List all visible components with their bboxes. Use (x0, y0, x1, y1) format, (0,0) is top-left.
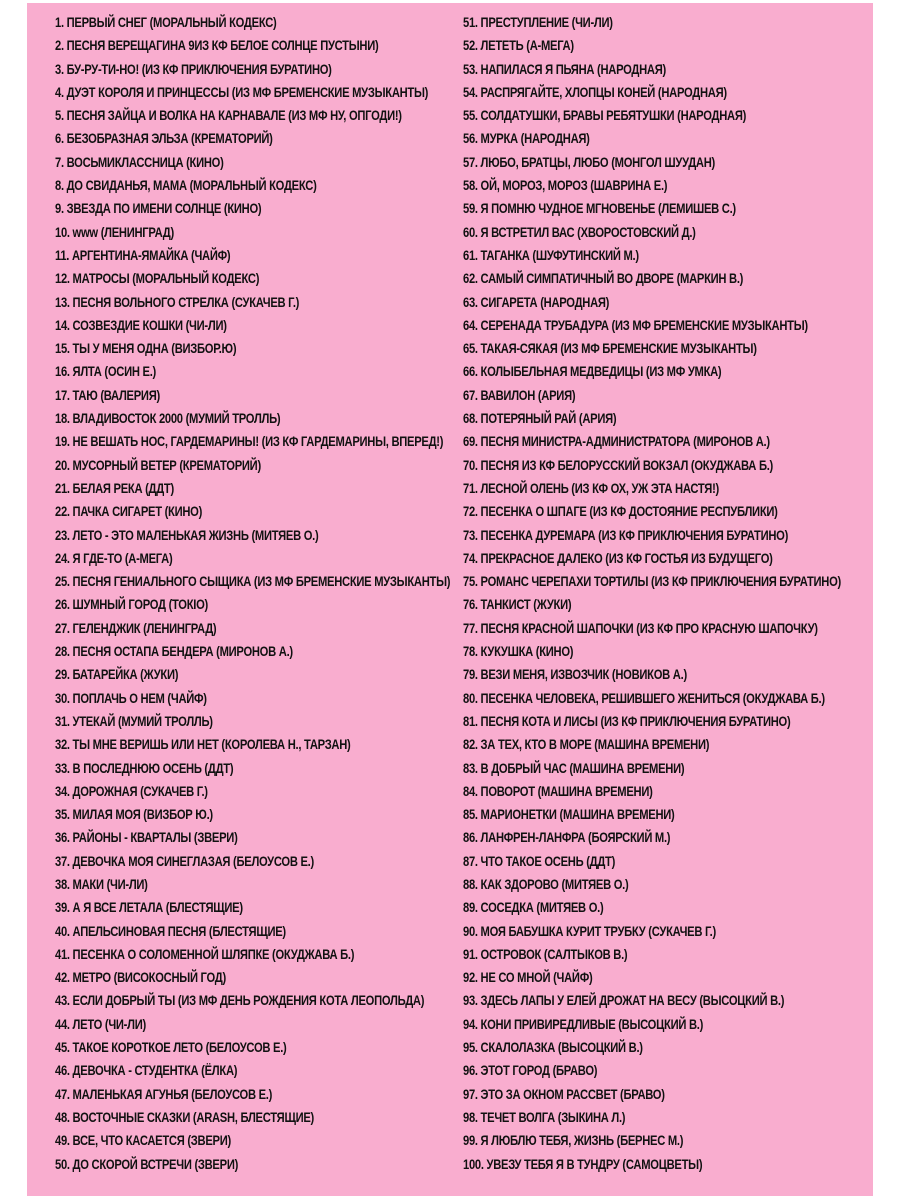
song-list-item: 80. ПЕСЕНКА ЧЕЛОВЕКА, РЕШИВШЕГО ЖЕНИТЬСЯ (ОКУДЖАВА Б.) (463, 689, 825, 706)
song-list-item: 53. НАПИЛАСЯ Я ПЬЯНА (НАРОДНАЯ) (463, 60, 666, 77)
song-list-item: 23. ЛЕТО - ЭТО МАЛЕНЬКАЯ ЖИЗНЬ (МИТЯЕВ О.) (55, 526, 319, 543)
song-list-item: 92. НЕ СО МНОЙ (ЧАЙФ) (463, 969, 593, 986)
song-list-item: 14. СОЗВЕЗДИЕ КОШКИ (ЧИ-ЛИ) (55, 316, 227, 333)
song-list-item: 96. ЭТОТ ГОРОД (БРАВО) (463, 1062, 598, 1079)
song-list-item: 77. ПЕСНЯ КРАСНОЙ ШАПОЧКИ (ИЗ КФ ПРО КРАСНУЮ ШАПОЧКУ) (463, 619, 818, 636)
song-list-item: 64. СЕРЕНАДА ТРУБАДУРА (ИЗ МФ БРЕМЕНСКИЕ МУЗЫКАНТЫ) (463, 316, 808, 333)
song-list-item: 27. ГЕЛЕНДЖИК (ЛЕНИНГРАД) (55, 619, 217, 636)
song-list-item: 34. ДОРОЖНАЯ (СУКАЧЕВ Г.) (55, 782, 208, 799)
song-list-item: 7. ВОСЬМИКЛАССНИЦА (КИНО) (55, 153, 224, 170)
song-list-item: 8. ДО СВИДАНЬЯ, МАМА (МОРАЛЬНЫЙ КОДЕКС) (55, 177, 317, 194)
song-list-item: 50. ДО СКОРОЙ ВСТРЕЧИ (ЗВЕРИ) (55, 1155, 239, 1172)
song-list-item: 84. ПОВОРОТ (МАШИНА ВРЕМЕНИ) (463, 782, 653, 799)
song-list-item: 74. ПРЕКРАСНОЕ ДАЛЕКО (ИЗ КФ ГОСТЬЯ ИЗ БУДУЩЕГО) (463, 549, 773, 566)
song-list-item: 31. УТЕКАЙ (МУМИЙ ТРОЛЛЬ) (55, 712, 213, 729)
song-list-item: 4. ДУЭТ КОРОЛЯ И ПРИНЦЕССЫ (ИЗ МФ БРЕМЕНСКИЕ МУЗЫКАНТЫ) (55, 83, 429, 100)
song-list-item: 89. СОСЕДКА (МИТЯЕВ О.) (463, 899, 604, 916)
song-list-item: 26. ШУМНЫЙ ГОРОД (ТОКIO) (55, 596, 209, 613)
song-list-item: 6. БЕЗОБРАЗНАЯ ЭЛЬЗА (КРЕМАТОРИЙ) (55, 130, 273, 147)
song-list-item: 79. ВЕЗИ МЕНЯ, ИЗВОЗЧИК (НОВИКОВ А.) (463, 666, 687, 683)
song-list-item: 55. СОЛДАТУШКИ, БРАВЫ РЕБЯТУШКИ (НАРОДНАЯ) (463, 107, 747, 124)
song-list-item: 63. СИГАРЕТА (НАРОДНАЯ) (463, 293, 610, 310)
song-list-right-column (463, 11, 873, 1176)
song-list-item: 75. РОМАНС ЧЕРЕПАХИ ТОРТИЛЫ (ИЗ КФ ПРИКЛЮЧЕНИЯ БУРАТИНО) (463, 573, 841, 590)
song-list-item: 21. БЕЛАЯ РЕКА (ДДТ) (55, 479, 174, 496)
song-list-item: 39. А Я ВСЕ ЛЕТАЛА (БЛЕСТЯЩИЕ) (55, 899, 243, 916)
song-list-item: 56. МУРКА (НАРОДНАЯ) (463, 130, 590, 147)
song-list-item: 22. ПАЧКА СИГАРЕТ (КИНО) (55, 503, 203, 520)
song-list-item: 61. ТАГАНКА (ШУФУТИНСКИЙ М.) (463, 246, 639, 263)
song-list-item: 68. ПОТЕРЯНЫЙ РАЙ (АРИЯ) (463, 410, 617, 427)
song-list-item: 25. ПЕСНЯ ГЕНИАЛЬНОГО СЫЩИКА (ИЗ МФ БРЕМЕНСКИЕ МУЗЫКАНТЫ) (55, 573, 451, 590)
song-list-item: 20. МУСОРНЫЙ ВЕТЕР (КРЕМАТОРИЙ) (55, 456, 261, 473)
song-list-item: 60. Я ВСТРЕТИЛ ВАС (ХВОРОСТОВСКИЙ Д.) (463, 223, 696, 240)
song-list-item: 65. ТАКАЯ-СЯКАЯ (ИЗ МФ БРЕМЕНСКИЕ МУЗЫКАНТЫ) (463, 340, 757, 357)
song-list-item: 18. ВЛАДИВОСТОК 2000 (МУМИЙ ТРОЛЛЬ) (55, 410, 281, 427)
song-list-left-column (55, 11, 473, 1176)
song-list-item: 10. www (ЛЕНИНГРАД) (55, 223, 174, 240)
song-list-item: 73. ПЕСЕНКА ДУРЕМАРА (ИЗ КФ ПРИКЛЮЧЕНИЯ БУРАТИНО) (463, 526, 789, 543)
song-list-item: 99. Я ЛЮБЛЮ ТЕБЯ, ЖИЗНЬ (БЕРНЕС М.) (463, 1132, 684, 1149)
song-list-item: 52. ЛЕТЕТЬ (А-МЕГА) (463, 37, 574, 54)
song-list-item: 40. АПЕЛЬСИНОВАЯ ПЕСНЯ (БЛЕСТЯЩИЕ) (55, 922, 286, 939)
song-list-item: 5. ПЕСНЯ ЗАЙЦА И ВОЛКА НА КАРНАВАЛЕ (ИЗ МФ НУ, ОПГОДИ!) (55, 107, 402, 124)
song-list-item: 16. ЯЛТА (ОСИН Е.) (55, 363, 156, 380)
song-list-item: 57. ЛЮБО, БРАТЦЫ, ЛЮБО (МОНГОЛ ШУУДАН) (463, 153, 715, 170)
song-list-item: 78. КУКУШКА (КИНО) (463, 643, 574, 660)
song-list-item: 59. Я ПОМНЮ ЧУДНОЕ МГНОВЕНЬЕ (ЛЕМИШЕВ С.) (463, 200, 736, 217)
song-list-item: 1. ПЕРВЫЙ СНЕГ (МОРАЛЬНЫЙ КОДЕКС) (55, 14, 277, 30)
song-list-item: 83. В ДОБРЫЙ ЧАС (МАШИНА ВРЕМЕНИ) (463, 759, 685, 776)
song-list-item: 95. СКАЛОЛАЗКА (ВЫСОЦКИЙ В.) (463, 1039, 643, 1056)
song-list-item: 3. БУ-РУ-ТИ-НО! (ИЗ КФ ПРИКЛЮЧЕНИЯ БУРАТИНО) (55, 60, 332, 77)
song-list-item: 41. ПЕСЕНКА О СОЛОМЕННОЙ ШЛЯПКЕ (ОКУДЖАВА Б.) (55, 945, 355, 962)
song-list-item: 28. ПЕСНЯ ОСТАПА БЕНДЕРА (МИРОНОВ А.) (55, 643, 293, 660)
song-list-item: 97. ЭТО ЗА ОКНОМ РАССВЕТ (БРАВО) (463, 1085, 665, 1102)
song-list-item: 29. БАТАРЕЙКА (ЖУКИ) (55, 666, 179, 683)
song-list-item: 9. ЗВЕЗДА ПО ИМЕНИ СОЛНЦЕ (КИНО) (55, 200, 262, 217)
song-list-item: 54. РАСПРЯГАЙТЕ, ХЛОПЦЫ КОНЕЙ (НАРОДНАЯ) (463, 83, 727, 100)
song-list-item: 88. КАК ЗДОРОВО (МИТЯЕВ О.) (463, 875, 629, 892)
song-list-item: 85. МАРИОНЕТКИ (МАШИНА ВРЕМЕНИ) (463, 806, 675, 823)
song-list-item: 32. ТЫ МНЕ ВЕРИШЬ ИЛИ НЕТ (КОРОЛЕВА Н., ТАРЗАН) (55, 736, 351, 753)
song-list-item: 36. РАЙОНЫ - КВАРТАЛЫ (ЗВЕРИ) (55, 829, 238, 846)
song-list-item: 87. ЧТО ТАКОЕ ОСЕНЬ (ДДТ) (463, 852, 616, 869)
song-list-item: 30. ПОПЛАЧЬ О НЕМ (ЧАЙФ) (55, 689, 207, 706)
song-list-item: 42. МЕТРО (ВИСОКОСНЫЙ ГОД) (55, 969, 226, 986)
song-list-item: 81. ПЕСНЯ КОТА И ЛИСЫ (ИЗ КФ ПРИКЛЮЧЕНИЯ БУРАТИНО) (463, 712, 791, 729)
song-list-item: 19. НЕ ВЕШАТЬ НОС, ГАРДЕМАРИНЫ! (ИЗ КФ ГАРДЕМАРИНЫ, ВПЕРЕД!) (55, 433, 444, 450)
song-list-item: 47. МАЛЕНЬКАЯ АГУНЬЯ (БЕЛОУСОВ Е.) (55, 1085, 273, 1102)
song-list-item: 17. ТАЮ (ВАЛЕРИЯ) (55, 386, 160, 403)
song-list-item: 44. ЛЕТО (ЧИ-ЛИ) (55, 1015, 146, 1032)
song-list-item: 82. ЗА ТЕХ, КТО В МОРЕ (МАШИНА ВРЕМЕНИ) (463, 736, 710, 753)
song-list-item: 24. Я ГДЕ-ТО (А-МЕГА) (55, 549, 173, 566)
song-list-item: 90. МОЯ БАБУШКА КУРИТ ТРУБКУ (СУКАЧЕВ Г.) (463, 922, 716, 939)
song-list-item: 93. ЗДЕСЬ ЛАПЫ У ЕЛЕЙ ДРОЖАТ НА ВЕСУ (ВЫСОЦКИЙ В.) (463, 992, 785, 1009)
song-list-item: 98. ТЕЧЕТ ВОЛГА (ЗЫКИНА Л.) (463, 1108, 626, 1125)
song-list-item: 58. ОЙ, МОРОЗ, МОРОЗ (ШАВРИНА Е.) (463, 177, 668, 194)
song-list-item: 13. ПЕСНЯ ВОЛЬНОГО СТРЕЛКА (СУКАЧЕВ Г.) (55, 293, 300, 310)
song-list-item: 35. МИЛАЯ МОЯ (ВИЗБОР Ю.) (55, 806, 213, 823)
song-list-item: 15. ТЫ У МЕНЯ ОДНА (ВИЗБОР.Ю) (55, 340, 237, 357)
song-list-item: 67. ВАВИЛОН (АРИЯ) (463, 386, 576, 403)
song-list-item: 71. ЛЕСНОЙ ОЛЕНЬ (ИЗ КФ ОХ, УЖ ЭТА НАСТЯ!) (463, 479, 719, 496)
song-list-item: 37. ДЕВОЧКА МОЯ СИНЕГЛАЗАЯ (БЕЛОУСОВ Е.) (55, 852, 314, 869)
song-list-item: 62. САМЫЙ СИМПАТИЧНЫЙ ВО ДВОРЕ (МАРКИН В.) (463, 270, 744, 287)
song-list-item: 76. ТАНКИСТ (ЖУКИ) (463, 596, 572, 613)
song-list-item: 72. ПЕСЕНКА О ШПАГЕ (ИЗ КФ ДОСТОЯНИЕ РЕСПУБЛИКИ) (463, 503, 778, 520)
song-list-item: 43. ЕСЛИ ДОБРЫЙ ТЫ (ИЗ МФ ДЕНЬ РОЖДЕНИЯ КОТА ЛЕОПОЛЬДА) (55, 992, 425, 1009)
song-list-item: 33. В ПОСЛЕДНЮЮ ОСЕНЬ (ДДТ) (55, 759, 234, 776)
song-list-item: 94. КОНИ ПРИВИРЕДЛИВЫЕ (ВЫСОЦКИЙ В.) (463, 1015, 704, 1032)
song-list-item: 12. МАТРОСЫ (МОРАЛЬНЫЙ КОДЕКС) (55, 270, 260, 287)
song-list-item: 2. ПЕСНЯ ВЕРЕЩАГИНА 9ИЗ КФ БЕЛОЕ СОЛНЦЕ ПУСТЫНИ) (55, 37, 379, 54)
song-list-item: 49. ВСЕ, ЧТО КАСАЕТСЯ (ЗВЕРИ) (55, 1132, 231, 1149)
song-list-item: 66. КОЛЫБЕЛЬНАЯ МЕДВЕДИЦЫ (ИЗ МФ УМКА) (463, 363, 722, 380)
song-list-item: 48. ВОСТОЧНЫЕ СКАЗКИ (ARASH, БЛЕСТЯЩИЕ) (55, 1108, 314, 1125)
song-list-item: 100. УВЕЗУ ТЕБЯ Я В ТУНДРУ (САМОЦВЕТЫ) (463, 1155, 703, 1172)
song-list-item: 46. ДЕВОЧКА - СТУДЕНТКА (ЁЛКА) (55, 1062, 238, 1079)
song-list-item: 70. ПЕСНЯ ИЗ КФ БЕЛОРУССКИЙ ВОКЗАЛ (ОКУДЖАВА Б.) (463, 456, 773, 473)
song-list-sheet (27, 3, 873, 1196)
song-list-item: 69. ПЕСНЯ МИНИСТРА-АДМИНИСТРАТОРА (МИРОНОВ А.) (463, 433, 770, 450)
song-list-item: 86. ЛАНФРЕН-ЛАНФРА (БОЯРСКИЙ М.) (463, 829, 671, 846)
song-list-item: 38. МАКИ (ЧИ-ЛИ) (55, 875, 148, 892)
song-list-item: 51. ПРЕСТУПЛЕНИЕ (ЧИ-ЛИ) (463, 14, 613, 30)
song-list-item: 11. АРГЕНТИНА-ЯМАЙКА (ЧАЙФ) (55, 246, 231, 263)
song-list-item: 45. ТАКОЕ КОРОТКОЕ ЛЕТО (БЕЛОУСОВ Е.) (55, 1039, 287, 1056)
song-list-item: 91. ОСТРОВОК (САЛТЫКОВ В.) (463, 945, 628, 962)
